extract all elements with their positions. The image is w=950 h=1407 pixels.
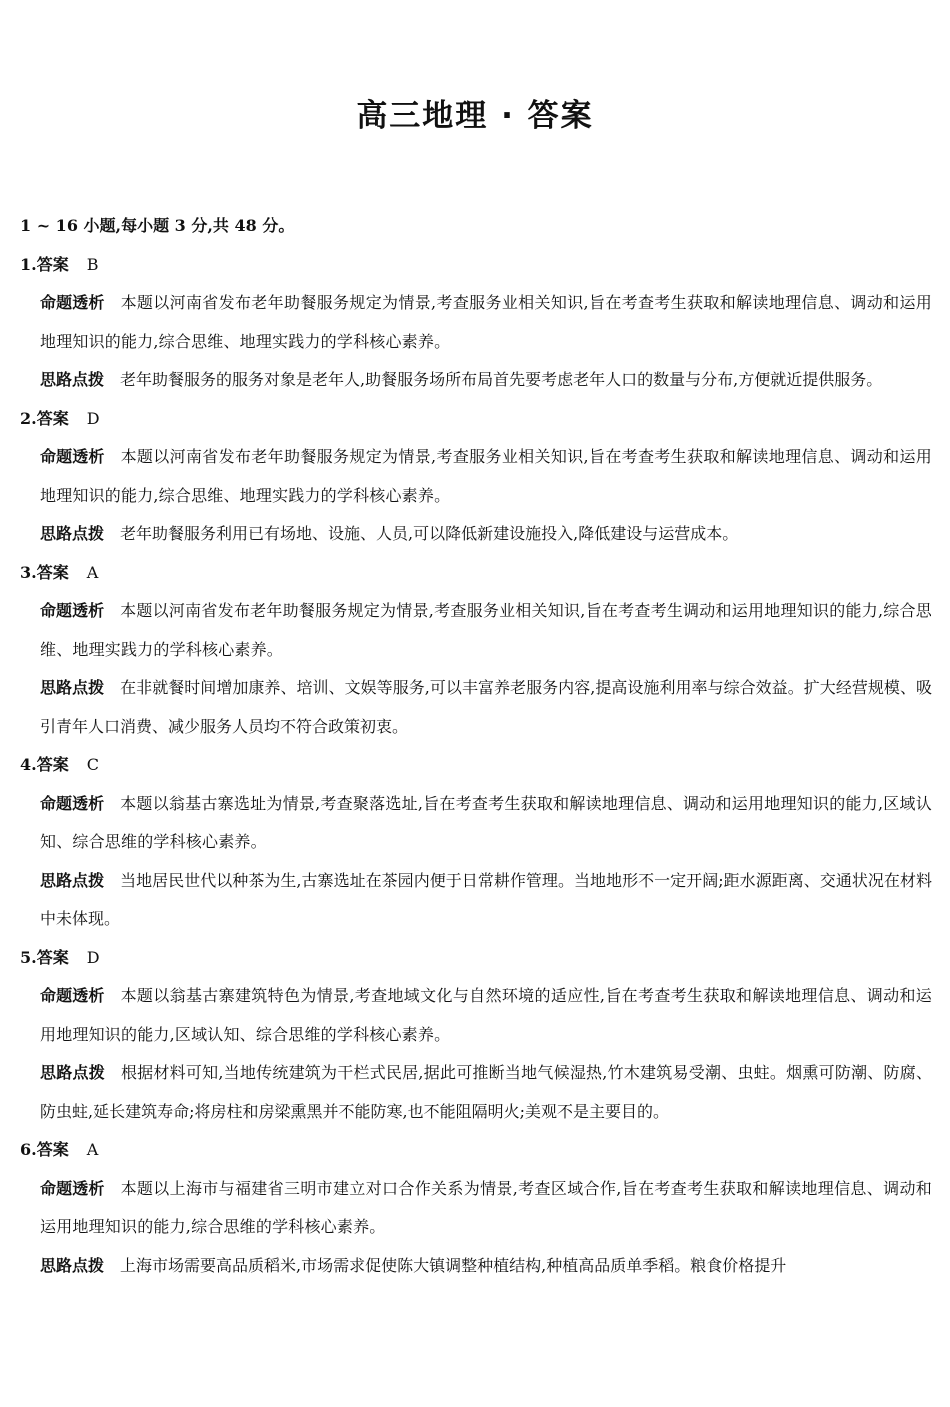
silu-tag: 思路点拨: [40, 1255, 105, 1275]
question-number: 5.: [20, 947, 37, 967]
mingti-paragraph: [20, 1170, 932, 1247]
silu-text: 老年助餐服务利用已有场地、设施、人员,可以降低新建设施投入,降低建设与运营成本。: [120, 524, 739, 543]
silu-tag: 思路点拨: [40, 1063, 105, 1082]
silu-paragraph: [20, 361, 932, 400]
question-number: 1.: [20, 254, 37, 274]
answer-label: 答案: [36, 755, 69, 774]
page-title: 高三地理 · 答案: [356, 98, 594, 134]
mingti-tag: 命题透析: [40, 986, 105, 1005]
silu-text: 根据材料可知,当地传统建筑为干栏式民居,据此可推断当地气候湿热,竹木建筑易受潮、虫蛀。烟熏可防潮、防腐、防虫蛀,延长建筑寿命;将房柱和房梁熏黑并不能防寒,也不能阻隔明火;美观不是主要目的。: [40, 1063, 932, 1121]
mingti-paragraph: [20, 592, 932, 669]
question-3: [20, 554, 932, 747]
silu-paragraph: [20, 669, 932, 746]
answer-letter: A: [86, 1140, 99, 1159]
answer-letter: D: [86, 947, 100, 967]
silu-tag: 思路点拨: [40, 678, 105, 697]
question-number: 4.: [20, 755, 37, 774]
answer-line: [20, 1131, 932, 1170]
mingti-tag: 命题透析: [40, 601, 105, 620]
silu-text: 当地居民世代以种茶为生,古寨选址在茶园内便于日常耕作管理。当地地形不一定开阔;距水源距离、交通状况在材料中未体现。: [40, 870, 932, 928]
mingti-text: 本题以河南省发布老年助餐服务规定为情景,考查服务业相关知识,旨在考查考生调动和运用地理知识的能力,综合思维、地理实践力的学科核心素养。: [40, 601, 932, 659]
section-intro: 1 ~ 16 小题,每小题 3 分,共 48 分。: [20, 216, 295, 235]
answer-letter: C: [86, 755, 99, 774]
answer-label: 答案: [36, 562, 69, 582]
answer-line: [20, 746, 932, 785]
silu-text: 老年助餐服务的服务对象是老年人,助餐服务场所布局首先要考虑老年人口的数量与分布,方便就近提供服务。: [120, 370, 883, 389]
answer-label: 答案: [36, 254, 69, 274]
mingti-paragraph: [20, 284, 932, 361]
answer-letter: B: [86, 254, 99, 274]
answer-content: [20, 207, 932, 1285]
silu-tag: 思路点拨: [40, 524, 105, 543]
mingti-tag: 命题透析: [40, 447, 105, 466]
silu-tag: 思路点拨: [40, 370, 105, 389]
mingti-paragraph: [20, 785, 932, 862]
question-4: [20, 746, 932, 939]
mingti-text: 本题以河南省发布老年助餐服务规定为情景,考查服务业相关知识,旨在考查考生获取和解读地理信息、调动和运用地理知识的能力,综合思维、地理实践力的学科核心素养。: [40, 293, 932, 351]
answer-letter: A: [86, 562, 99, 582]
mingti-tag: 命题透析: [40, 1178, 105, 1198]
answer-label: 答案: [36, 947, 69, 967]
mingti-paragraph: [20, 438, 932, 515]
answer-line: [20, 400, 932, 439]
silu-text: 上海市场需要高品质稻米,市场需求促使陈大镇调整种植结构,种植高品质单季稻。粮食价格提升: [120, 1255, 787, 1275]
mingti-text: 本题以河南省发布老年助餐服务规定为情景,考查服务业相关知识,旨在考查考生获取和解读地理信息、调动和运用地理知识的能力,综合思维、地理实践力的学科核心素养。: [40, 447, 932, 505]
answer-label: 答案: [36, 408, 69, 428]
question-number: 2.: [20, 408, 37, 428]
mingti-text: 本题以翁基古寨建筑特色为情景,考查地域文化与自然环境的适应性,旨在考查考生获取和解读地理信息、调动和运用地理知识的能力,区域认知、综合思维的学科核心素养。: [40, 986, 932, 1044]
question-number: 3.: [20, 562, 37, 582]
mingti-tag: 命题透析: [40, 293, 105, 312]
silu-paragraph: [20, 1247, 932, 1286]
answer-line: [20, 246, 932, 285]
mingti-text: 本题以上海市与福建省三明市建立对口合作关系为情景,考查区域合作,旨在考查考生获取和解读地理信息、调动和运用地理知识的能力,综合思维的学科核心素养。: [40, 1178, 932, 1236]
silu-paragraph: [20, 1054, 932, 1131]
question-5: [20, 939, 932, 1132]
mingti-text: 本题以翁基古寨选址为情景,考查聚落选址,旨在考查考生获取和解读地理信息、调动和运用地理知识的能力,区域认知、综合思维的学科核心素养。: [40, 793, 932, 851]
answer-label: 答案: [36, 1140, 69, 1159]
silu-paragraph: [20, 862, 932, 939]
silu-tag: 思路点拨: [40, 870, 105, 890]
answer-letter: D: [86, 408, 100, 428]
answer-line: [20, 939, 932, 978]
silu-text: 在非就餐时间增加康养、培训、文娱等服务,可以丰富养老服务内容,提高设施利用率与综合效益。扩大经营规模、吸引青年人口消费、减少服务人员均不符合政策初衷。: [40, 678, 932, 736]
question-6: [20, 1131, 932, 1285]
mingti-paragraph: [20, 977, 932, 1054]
question-2: [20, 400, 932, 554]
question-number: 6.: [20, 1140, 37, 1159]
answer-line: [20, 554, 932, 593]
silu-paragraph: [20, 515, 932, 554]
mingti-tag: 命题透析: [40, 793, 105, 813]
question-1: [20, 246, 932, 400]
